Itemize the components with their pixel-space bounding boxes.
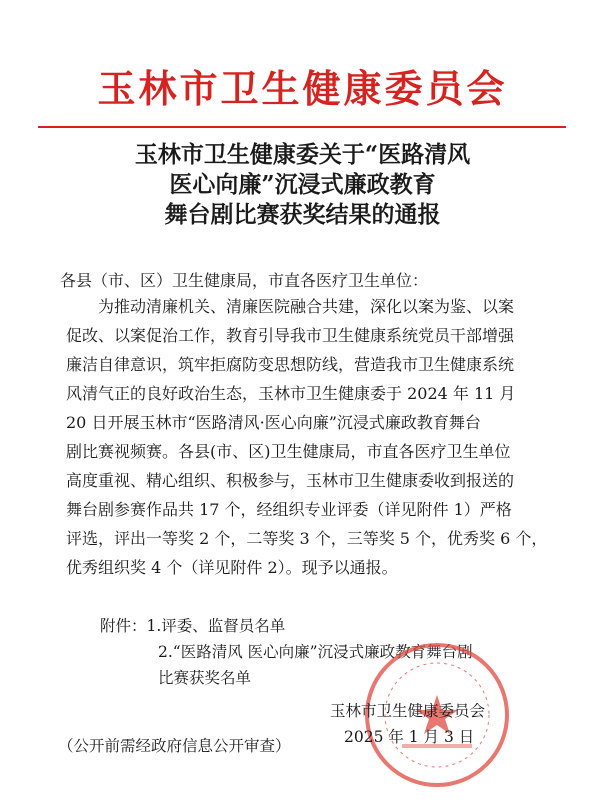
title-line-2: 医心向廉”沉浸式廉政教育 bbox=[169, 171, 436, 198]
salutation: 各县（市、区）卫生健康局，市直各医疗卫生单位： bbox=[60, 271, 429, 290]
body-line: 高度重视、精心组织、积极参与，玉林市卫生健康委收到报送的 bbox=[66, 471, 515, 490]
signature-org: 玉林市卫生健康委员会 bbox=[330, 702, 486, 720]
attachment-line-2: 2.“医路清风 医心向廉”沉浸式廉政教育舞台剧 bbox=[158, 643, 473, 661]
body-line: 舞台剧参赛作品共 17 个，经组织专业评委（详见附件 1）严格 bbox=[66, 500, 512, 519]
body-line: 优秀组织奖 4 个（详见附件 2）。现予以通报。 bbox=[66, 558, 398, 577]
document-title bbox=[0, 140, 605, 230]
disclosure-footnote: （公开前需经政府信息公开审查） bbox=[58, 737, 291, 755]
document-body bbox=[66, 292, 548, 582]
body-line: 廉洁自律意识，筑牢拒腐防变思想防线，营造我市卫生健康系统 bbox=[66, 355, 515, 374]
body-line: 剧比赛视频赛。各县(市、区)卫生健康局，市直各医疗卫生单位 bbox=[66, 442, 511, 461]
body-line: 风清气正的良好政治生态，玉林市卫生健康委于 2024 年 11 月 bbox=[66, 384, 516, 403]
body-line: 20 日开展玉林市“医路清风·医心向廉”沉浸式廉政教育舞台 bbox=[66, 413, 481, 432]
document-header: 玉林市卫生健康委员会 bbox=[97, 67, 508, 111]
title-line-1: 玉林市卫生健康委关于“医路清风 bbox=[134, 141, 471, 168]
body-line: 为推动清廉机关、清廉医院融合共建，深化以案为鉴、以案 bbox=[98, 297, 515, 316]
signature-date: 2025 年 1 月 3 日 bbox=[344, 728, 475, 746]
title-line-3: 舞台剧比赛获奖结果的通报 bbox=[164, 201, 441, 228]
body-line: 促改、以案促治工作，教育引导我市卫生健康系统党员干部增强 bbox=[66, 326, 515, 345]
header-red-rule bbox=[38, 126, 566, 128]
body-line: 评选，评出一等奖 2 个，二等奖 3 个，三等奖 5 个，优秀奖 6 个， bbox=[66, 529, 548, 548]
attachment-line-1: 附件：1.评委、监督员名单 bbox=[100, 617, 286, 635]
attachment-line-3: 比赛获奖名单 bbox=[158, 669, 252, 687]
signature-block bbox=[330, 698, 485, 750]
